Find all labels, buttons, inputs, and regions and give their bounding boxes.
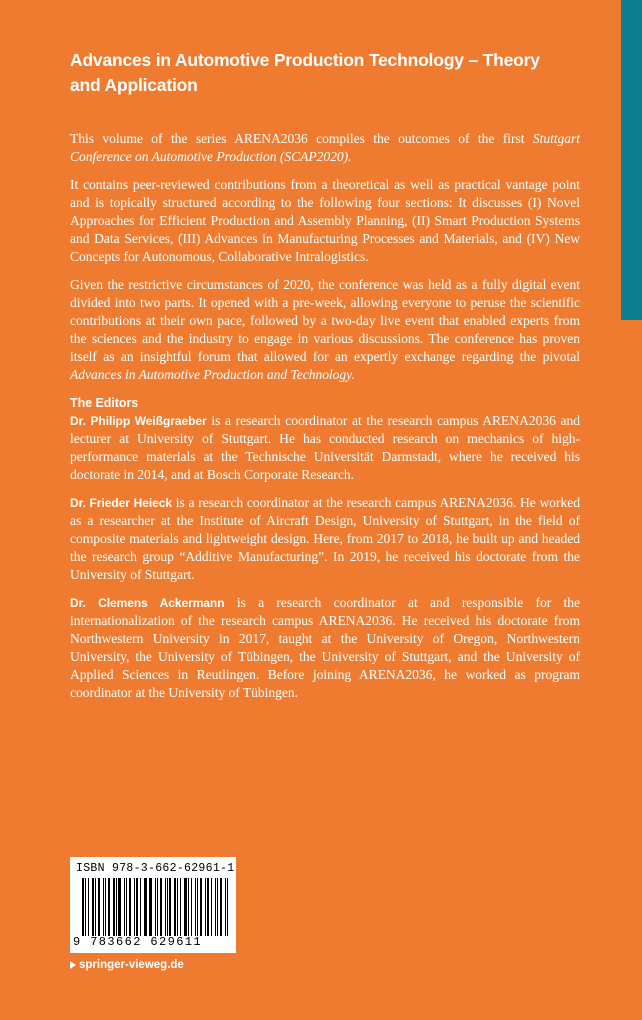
barcode-bar: [174, 878, 176, 936]
barcode-bar: [118, 878, 121, 936]
barcode-bar: [82, 878, 84, 936]
barcode-bar: [167, 878, 168, 936]
barcode-bar: [113, 878, 115, 936]
barcode-bar: [92, 878, 95, 936]
barcode-bar: [85, 878, 86, 936]
barcode-bar: [227, 878, 228, 936]
barcode-bar: [108, 878, 110, 936]
barcode-digits: 9 783662 629611: [73, 935, 203, 949]
arrow-icon: [70, 961, 76, 969]
barcode-bar: [160, 878, 162, 936]
barcode-bar: [140, 878, 141, 936]
isbn-barcode: [70, 857, 236, 953]
barcode-bar: [180, 878, 181, 936]
website-url: springer-vieweg.de: [79, 959, 184, 971]
barcode-bar: [169, 878, 171, 936]
barcode-bar: [126, 878, 127, 936]
back-cover-text: [70, 130, 580, 712]
barcode-bar: [165, 878, 166, 936]
editor-name: Dr. Frieder Heieck: [70, 496, 172, 510]
publisher-link[interactable]: [70, 959, 184, 971]
barcode-bar: [188, 878, 189, 936]
intro-paragraph: This volume of the series ARENA2036 compiles the outcomes of the first Stuttgart Conference on Automotive Production (SCAP2020).: [70, 131, 580, 164]
editors-heading: The Editors: [70, 396, 139, 410]
barcode-bar: [215, 878, 216, 936]
barcode-bars: [82, 878, 230, 936]
barcode-bar: [155, 878, 156, 936]
barcode-bar: [136, 878, 138, 936]
editor-bio: Dr. Clemens Ackermann is a research coordinator at and responsible for the internationalization of the research campus ARENA2036. He received his doctorate from Northwestern University in 2017, taught at the University of Oregon, Northwestern University, the University of Tübingen, the University of Stuttgart, and the University of Applied Sciences in Reutlingen. Before joining ARENA2036, he worked as program coordinator at the University of Tübingen.: [70, 595, 580, 700]
barcode-bar: [98, 878, 100, 936]
barcode-bar: [145, 878, 147, 936]
accent-strip: [621, 0, 642, 320]
barcode-bar: [191, 878, 193, 936]
barcode-bar: [197, 878, 198, 936]
barcode-bar: [144, 878, 145, 936]
barcode-bar: [225, 878, 226, 936]
barcode-bar: [88, 878, 89, 936]
barcode-bar: [129, 878, 131, 936]
barcode-bar: [157, 878, 158, 936]
barcode-bar: [116, 878, 117, 936]
barcode-bar: [103, 878, 104, 936]
contents-paragraph: It contains peer-reviewed contributions from a theoretical as well as practical vantage point and is topically structured according to the following four sections: It discusses (I) Novel Approaches for Efficient Production and Assembly Planning, (II) Smart Production Systems and Data Services, (III) Advances in Manufacturing Processes and Materials, and (IV) New Concepts for Autonomous, Collaborative Intralogistics.: [70, 177, 580, 264]
barcode-bar: [149, 878, 152, 936]
barcode-bar: [177, 878, 178, 936]
barcode-bar: [220, 878, 222, 936]
editor-bio: Dr. Philipp Weißgraeber is a research coordinator at the research campus ARENA2036 and lecturer at University of Stuttgart. He has conducted research on mechanics of high-performance materials at the Technische Universität Darmstadt, where he received his doctorate in 2014, and at Bosch Corporate Research.: [70, 413, 580, 482]
conference-paragraph: Given the restrictive circumstances of 2020, the conference was held as a fully digital event divided into two parts. It opened with a pre-week, allowing everyone to peruse the scientific contributions at their own pace, followed by a two-day live event that enabled experts from the sciences and the industry to engage in various discussions. The conference has proven itself as an insightful forum that allowed for an expertly exchange regarding the pivotal Advances in Automotive Production and Technology.: [70, 277, 580, 382]
barcode-bar: [195, 878, 196, 936]
barcode-bar: [105, 878, 106, 936]
book-title: Advances in Automotive Production Technology – Theory and Application: [70, 50, 540, 95]
barcode-bar: [205, 878, 206, 936]
isbn-label: ISBN 978-3-662-62961-1: [76, 862, 235, 875]
barcode-bar: [95, 878, 96, 936]
barcode-bar: [184, 878, 187, 936]
barcode-bar: [124, 878, 125, 936]
barcode-bar: [211, 878, 212, 936]
editor-bio: Dr. Frieder Heieck is a research coordinator at the research campus ARENA2036. He worked as a researcher at the Institute of Aircraft Design, University of Stuttgart, in the field of composite materials and lightweight design. Here, from 2017 to 2018, he built up and headed the research group “Additive Manufacturing”. In 2019, he received his doctorate from the University of Stuttgart.: [70, 495, 580, 582]
barcode-bar: [134, 878, 135, 936]
barcode-bar: [217, 878, 219, 936]
barcode-bar: [207, 878, 209, 936]
editor-name: Dr. Philipp Weißgraeber: [70, 414, 207, 428]
editor-name: Dr. Clemens Ackermann: [70, 596, 225, 610]
barcode-bar: [200, 878, 202, 936]
